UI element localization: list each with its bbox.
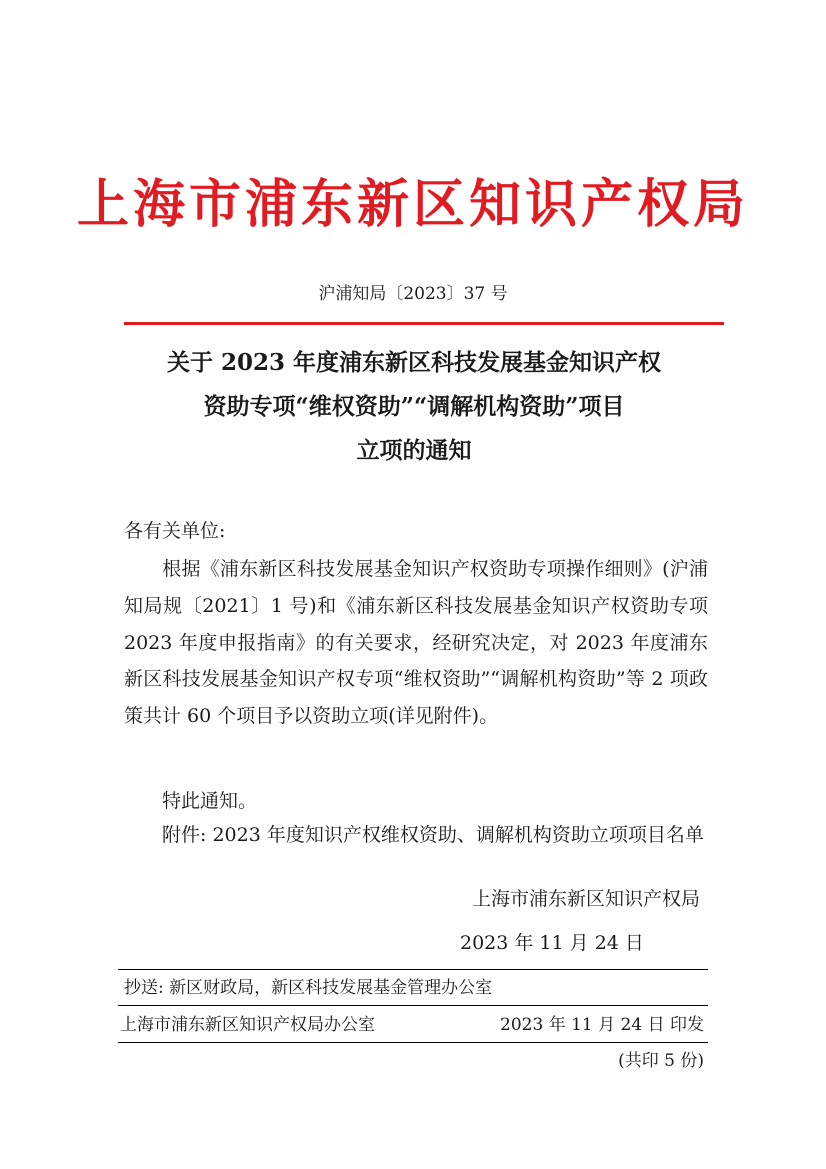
footer-rule-bottom bbox=[118, 1042, 708, 1043]
notice-title-line: 关于 2023 年度浦东新区科技发展基金知识产权 bbox=[166, 349, 662, 376]
copies-count: (共印 5 份) bbox=[618, 1051, 704, 1071]
special-notice-text: 特此通知。 bbox=[162, 790, 258, 812]
main-paragraph-text: 根据《浦东新区科技发展基金知识产权资助专项操作细则》(沪浦知局规〔2021〕1 号)和《浦东新区科技发展基金知识产权资助专项 2023 年度申报指南》的有关要求，经研究决定，对 2023 年度浦东新区科技发展基金知识产权专项“维权资助”“调解机构资助”等 2 项政策共计 60 个项目予以资助立项(详见附件)。 bbox=[124, 558, 708, 728]
red-separator-line bbox=[124, 322, 724, 325]
footer-rule-top bbox=[118, 969, 708, 970]
signature-issuer: 上海市浦东新区知识产权局 bbox=[471, 888, 700, 910]
notice-title-line: 资助专项“维权资助”“调解机构资助”项目 bbox=[203, 393, 625, 420]
notice-title bbox=[120, 341, 708, 473]
attachment-text: 附件: 2023 年度知识产权维权资助、调解机构资助立项项目名单 bbox=[162, 824, 704, 846]
attachment-note bbox=[124, 817, 708, 854]
special-notice bbox=[124, 783, 708, 820]
print-date: 2023 年 11 月 24 日 印发 bbox=[500, 1015, 704, 1035]
print-office: 上海市浦东新区知识产权局办公室 bbox=[120, 1015, 375, 1035]
document-number: 沪浦知局〔2023〕37 号 bbox=[318, 284, 508, 304]
issuer-masthead: 上海市浦东新区知识产权局 bbox=[76, 174, 749, 235]
notice-title-line: 立项的通知 bbox=[356, 437, 472, 464]
salutation: 各有关单位: bbox=[124, 520, 226, 542]
footer-rule-middle bbox=[118, 1005, 708, 1006]
main-paragraph bbox=[124, 551, 708, 735]
signature-date: 2023 年 11 月 24 日 bbox=[460, 932, 644, 954]
cc-line: 抄送: 新区财政局，新区科技发展基金管理办公室 bbox=[124, 978, 493, 998]
